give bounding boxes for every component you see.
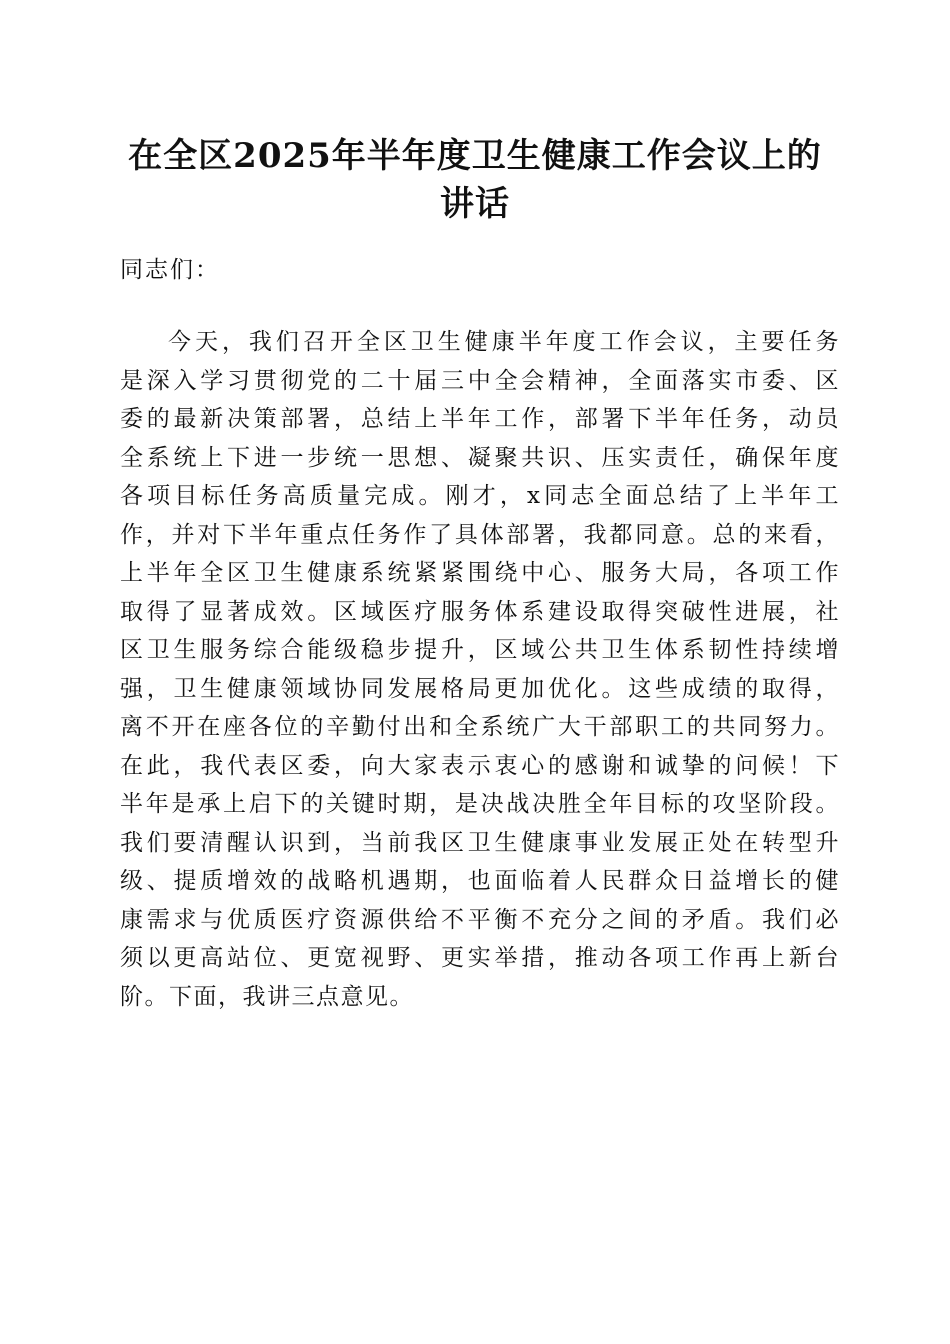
- paragraph-line: 离不开在座各位的辛勤付出和全系统广大干部职工的共同努力。: [120, 714, 840, 740]
- paragraph-line: 全系统上下进一步统一思想、凝聚共识、压实责任，确保年度: [120, 444, 840, 471]
- title-line: 在全区2025年半年度卫生健康工作会议上的: [128, 136, 822, 176]
- paragraph-line: 须以更高站位、更宽视野、更实举措，推动各项工作再上新台: [120, 945, 840, 971]
- paragraph-line: 区卫生服务综合能级稳步提升，区域公共卫生体系韧性持续增: [120, 637, 840, 663]
- paragraph-line: 强，卫生健康领域协同发展格局更加优化。这些成绩的取得，: [120, 675, 840, 702]
- title-line: 讲话: [440, 184, 510, 224]
- paragraph-line: 康需求与优质医疗资源供给不平衡不充分之间的矛盾。我们必: [120, 906, 840, 933]
- paragraph-line: 委的最新决策部署，总结上半年工作，部署下半年任务，动员: [120, 406, 840, 432]
- paragraph-line: 作，并对下半年重点任务作了具体部署，我都同意。总的来看，: [120, 521, 840, 548]
- body-paragraph: [120, 323, 840, 1016]
- greeting: 同志们：: [120, 257, 220, 283]
- paragraph-line: 上半年全区卫生健康系统紧紧围绕中心、服务大局，各项工作: [120, 560, 840, 586]
- paragraph-line: 今天，我们召开全区卫生健康半年度工作会议，主要任务: [168, 329, 840, 355]
- paragraph-line: 半年是承上启下的关键时期，是决战决胜全年目标的攻坚阶段。: [120, 791, 840, 817]
- paragraph-line: 取得了显著成效。区域医疗服务体系建设取得突破性进展，社: [120, 598, 840, 625]
- paragraph-line: 是深入学习贯彻党的二十届三中全会精神，全面落实市委、区: [120, 367, 840, 394]
- paragraph-line: 我们要清醒认识到，当前我区卫生健康事业发展正处在转型升: [120, 829, 840, 856]
- document-title: [110, 132, 840, 228]
- paragraph-line: 阶。下面，我讲三点意见。: [120, 983, 414, 1010]
- paragraph-line: 级、提质增效的战略机遇期，也面临着人民群众日益增长的健: [120, 868, 840, 894]
- paragraph-line: 各项目标任务高质量完成。刚才，x同志全面总结了上半年工: [120, 483, 840, 509]
- paragraph-line: 在此，我代表区委，向大家表示衷心的感谢和诚挚的问候！下: [120, 752, 840, 779]
